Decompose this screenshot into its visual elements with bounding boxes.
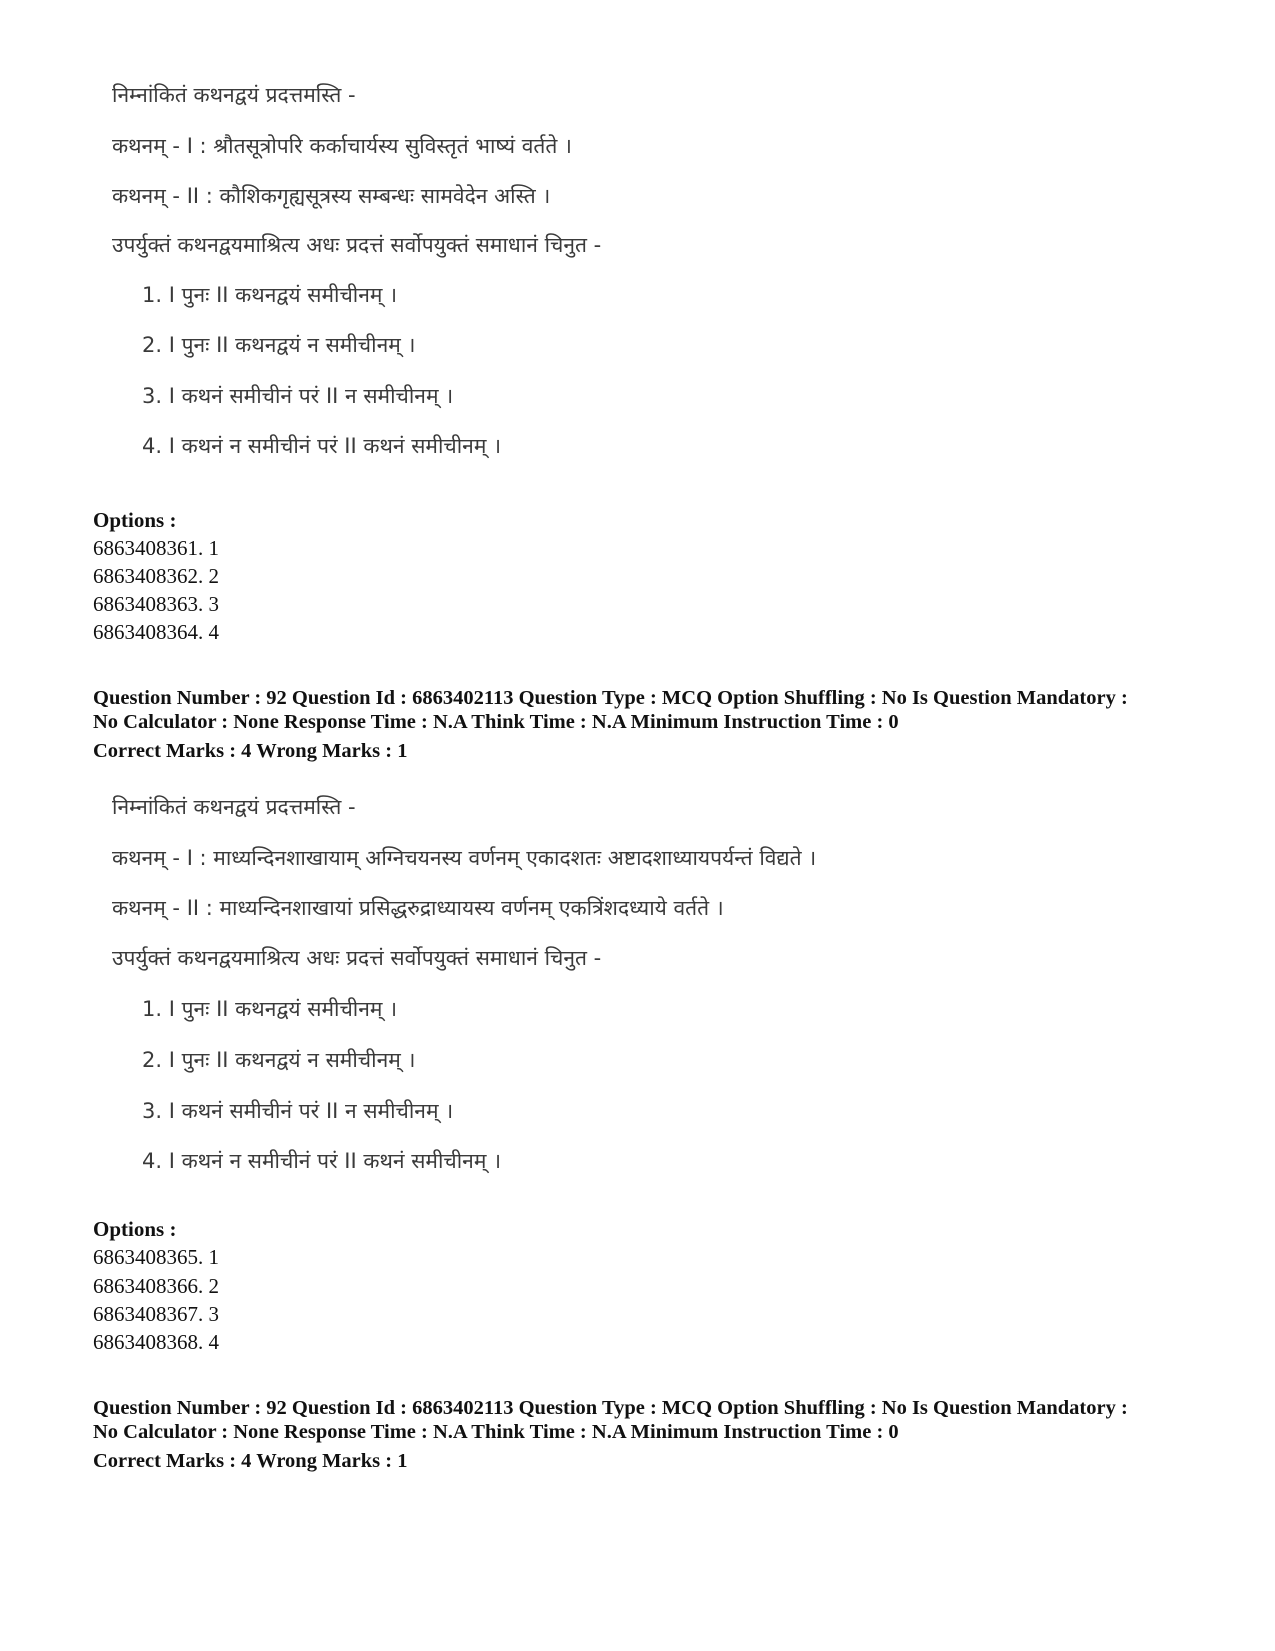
question-1-choice-3: 3. I कथनं समीचीनं परं II न समीचीनम् । (142, 384, 454, 408)
question-1-option-1: 6863408361. 1 (93, 536, 219, 560)
question-2-meta-line-2: No Calculator : None Response Time : N.A Think Time : N.A Minimum Instruction Time : 0 (93, 711, 899, 733)
question-3-marks: Correct Marks : 4 Wrong Marks : 1 (93, 1450, 408, 1472)
question-1-content (112, 80, 1192, 470)
question-1-options-title: Options : (93, 508, 177, 532)
question-2-statement-2: कथनम् - II : माध्यन्दिनशाखायां प्रसिद्धरुद्राध्यायस्य वर्णनम् एकत्रिंशदध्याये वर्तते । (112, 896, 724, 920)
question-2-content (112, 792, 1192, 1182)
question-2-choice-2: 2. I पुनः II कथनद्वयं न समीचीनम् । (142, 1048, 416, 1072)
question-2-marks: Correct Marks : 4 Wrong Marks : 1 (93, 740, 408, 762)
question-2-meta-line-1: Question Number : 92 Question Id : 6863402113 Question Type : MCQ Option Shuffling : No Is Question Mandatory : (93, 687, 1128, 709)
question-1-choice-4: 4. I कथनं न समीचीनं परं II कथनं समीचीनम् । (142, 434, 502, 458)
question-2-option-2: 6863408366. 2 (93, 1274, 219, 1298)
question-2-choice-1: 1. I पुनः II कथनद्वयं समीचीनम् । (142, 997, 398, 1021)
question-1-statement-2: कथनम् - II : कौशिकगृह्यसूत्रस्य सम्बन्धः सामवेदेन अस्ति । (112, 184, 551, 208)
question-1-option-4: 6863408364. 4 (93, 620, 219, 644)
question-2-instruction: उपर्युक्तं कथनद्वयमाश्रित्य अधः प्रदत्तं सर्वोपयुक्तं समाधानं चिनुत - (112, 946, 602, 970)
question-1-choice-2: 2. I पुनः II कथनद्वयं न समीचीनम् । (142, 333, 416, 357)
question-1-choice-1: 1. I पुनः II कथनद्वयं समीचीनम् । (142, 283, 398, 307)
question-2-choice-3: 3. I कथनं समीचीनं परं II न समीचीनम् । (142, 1099, 454, 1123)
question-2-statement-1: कथनम् - I : माध्यन्दिनशाखायाम् अग्निचयनस्य वर्णनम् एकादशतः अष्टादशाध्यायपर्यन्तं विद्यते । (112, 846, 817, 870)
question-1-intro: निम्नांकितं कथनद्वयं प्रदत्तमस्ति - (112, 83, 356, 107)
question-2-choice-4: 4. I कथनं न समीचीनं परं II कथनं समीचीनम् । (142, 1149, 502, 1173)
question-1-statement-1: कथनम् - I : श्रौतसूत्रोपरि कर्काचार्यस्य सुविस्तृतं भाष्यं वर्तते । (112, 134, 572, 158)
question-1-instruction: उपर्युक्तं कथनद्वयमाश्रित्य अधः प्रदत्तं सर्वोपयुक्तं समाधानं चिनुत - (112, 233, 602, 257)
question-1-option-3: 6863408363. 3 (93, 592, 219, 616)
question-1-option-2: 6863408362. 2 (93, 564, 219, 588)
question-2-option-4: 6863408368. 4 (93, 1330, 219, 1354)
question-2-option-3: 6863408367. 3 (93, 1302, 219, 1326)
question-3-meta-line-2: No Calculator : None Response Time : N.A Think Time : N.A Minimum Instruction Time : 0 (93, 1421, 899, 1443)
question-2-options-title: Options : (93, 1217, 177, 1241)
question-2-option-1: 6863408365. 1 (93, 1245, 219, 1269)
question-3-meta-line-1: Question Number : 92 Question Id : 6863402113 Question Type : MCQ Option Shuffling : No Is Question Mandatory : (93, 1397, 1128, 1419)
question-2-intro: निम्नांकितं कथनद्वयं प्रदत्तमस्ति - (112, 795, 356, 819)
